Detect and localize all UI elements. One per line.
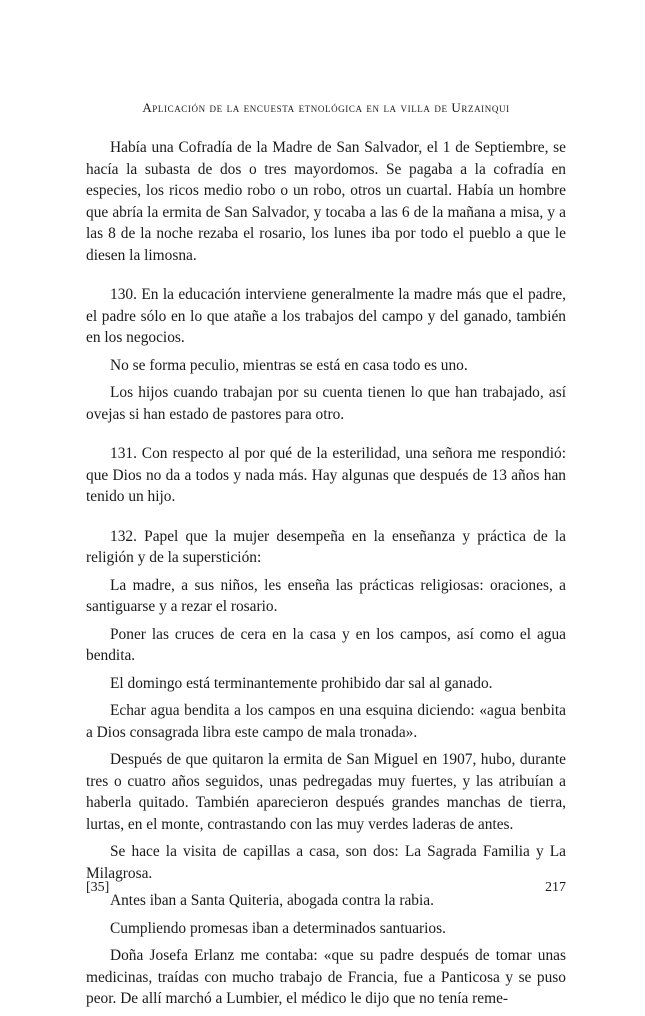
paragraph: Cumpliendo promesas iban a determinados santuarios. bbox=[110, 919, 446, 937]
running-header: Aplicación de la encuesta etnológica en la villa de Urzainqui bbox=[142, 100, 510, 115]
paragraph: No se forma peculio, mientras se está en casa todo es uno. bbox=[110, 356, 468, 374]
paragraph: La madre, a sus niños, les enseña las prácticas religiosas: oraciones, a santiguarse y a rezar el rosario. bbox=[86, 576, 566, 615]
paragraph: El domingo está terminantemente prohibido dar sal al ganado. bbox=[110, 674, 493, 692]
paragraph-section-131: 131. Con respecto al por qué de la esterilidad, una señora me respondió: que Dios no da a todos y nada más. Hay algunas que después de 13 años han tenido un hijo. bbox=[86, 445, 566, 505]
paragraph: Doña Josefa Erlanz me contaba: «que su padre después de tomar unas medicinas, traídas con mucho trabajo de Francia, fue a Panticosa y se puso peor. De allí marchó a Lumbier, el médico le dijo que no tenía reme- bbox=[86, 947, 566, 1007]
paragraph: Después de que quitaron la ermita de San Miguel en 1907, hubo, durante tres o cuatro años seguidos, unas pedregadas muy fuertes, y las atribuían a haberla quitado. También aparecieron después grandes manchas de tierra, lurtas, en el monte, contrastando con las muy verdes laderas de antes. bbox=[86, 751, 566, 833]
paragraph-section-132: 132. Papel que la mujer desempeña en la enseñanza y práctica de la religión y de la superstición: bbox=[86, 527, 566, 566]
paragraph: Echar agua bendita a los campos en una esquina diciendo: «agua benbita a Dios consagrada libra este campo de mala tronada». bbox=[86, 702, 566, 741]
body-text bbox=[86, 137, 566, 1016]
page-number: 217 bbox=[545, 880, 566, 895]
paragraph: Antes iban a Santa Quiteria, abogada contra la rabia. bbox=[110, 892, 434, 909]
paragraph: Los hijos cuando trabajan por su cuenta tienen lo que han trabajado, así ovejas si han estado de pastores para otro. bbox=[86, 384, 566, 423]
paragraph: Se hace la visita de capillas a casa, son dos: La Sagrada Familia y La Milagrosa. bbox=[86, 843, 566, 882]
paragraph: Había una Cofradía de la Madre de San Salvador, el 1 de Septiembre, se hacía la subasta de dos o tres mayordomos. Se pagaba a la cofradía en especies, los ricos medio robo o un robo, otros un cuartal. Había un hombre que abría la ermita de San Salvador, y tocaba a las 6 de la mañana a misa, y a las 8 de la noche rezaba el rosario, los lunes iba por todo el pueblo a que le diesen la limosna. bbox=[86, 139, 566, 264]
page bbox=[86, 0, 566, 1007]
paragraph: Poner las cruces de cera en la casa y en los campos, así como el agua bendita. bbox=[86, 625, 566, 664]
paragraph-section-130: 130. En la educación interviene generalmente la madre más que el padre, el padre sólo en lo que atañe a los trabajos del campo y del ganado, también en los negocios. bbox=[86, 286, 566, 346]
bracket-page-number: [35] bbox=[86, 880, 110, 895]
